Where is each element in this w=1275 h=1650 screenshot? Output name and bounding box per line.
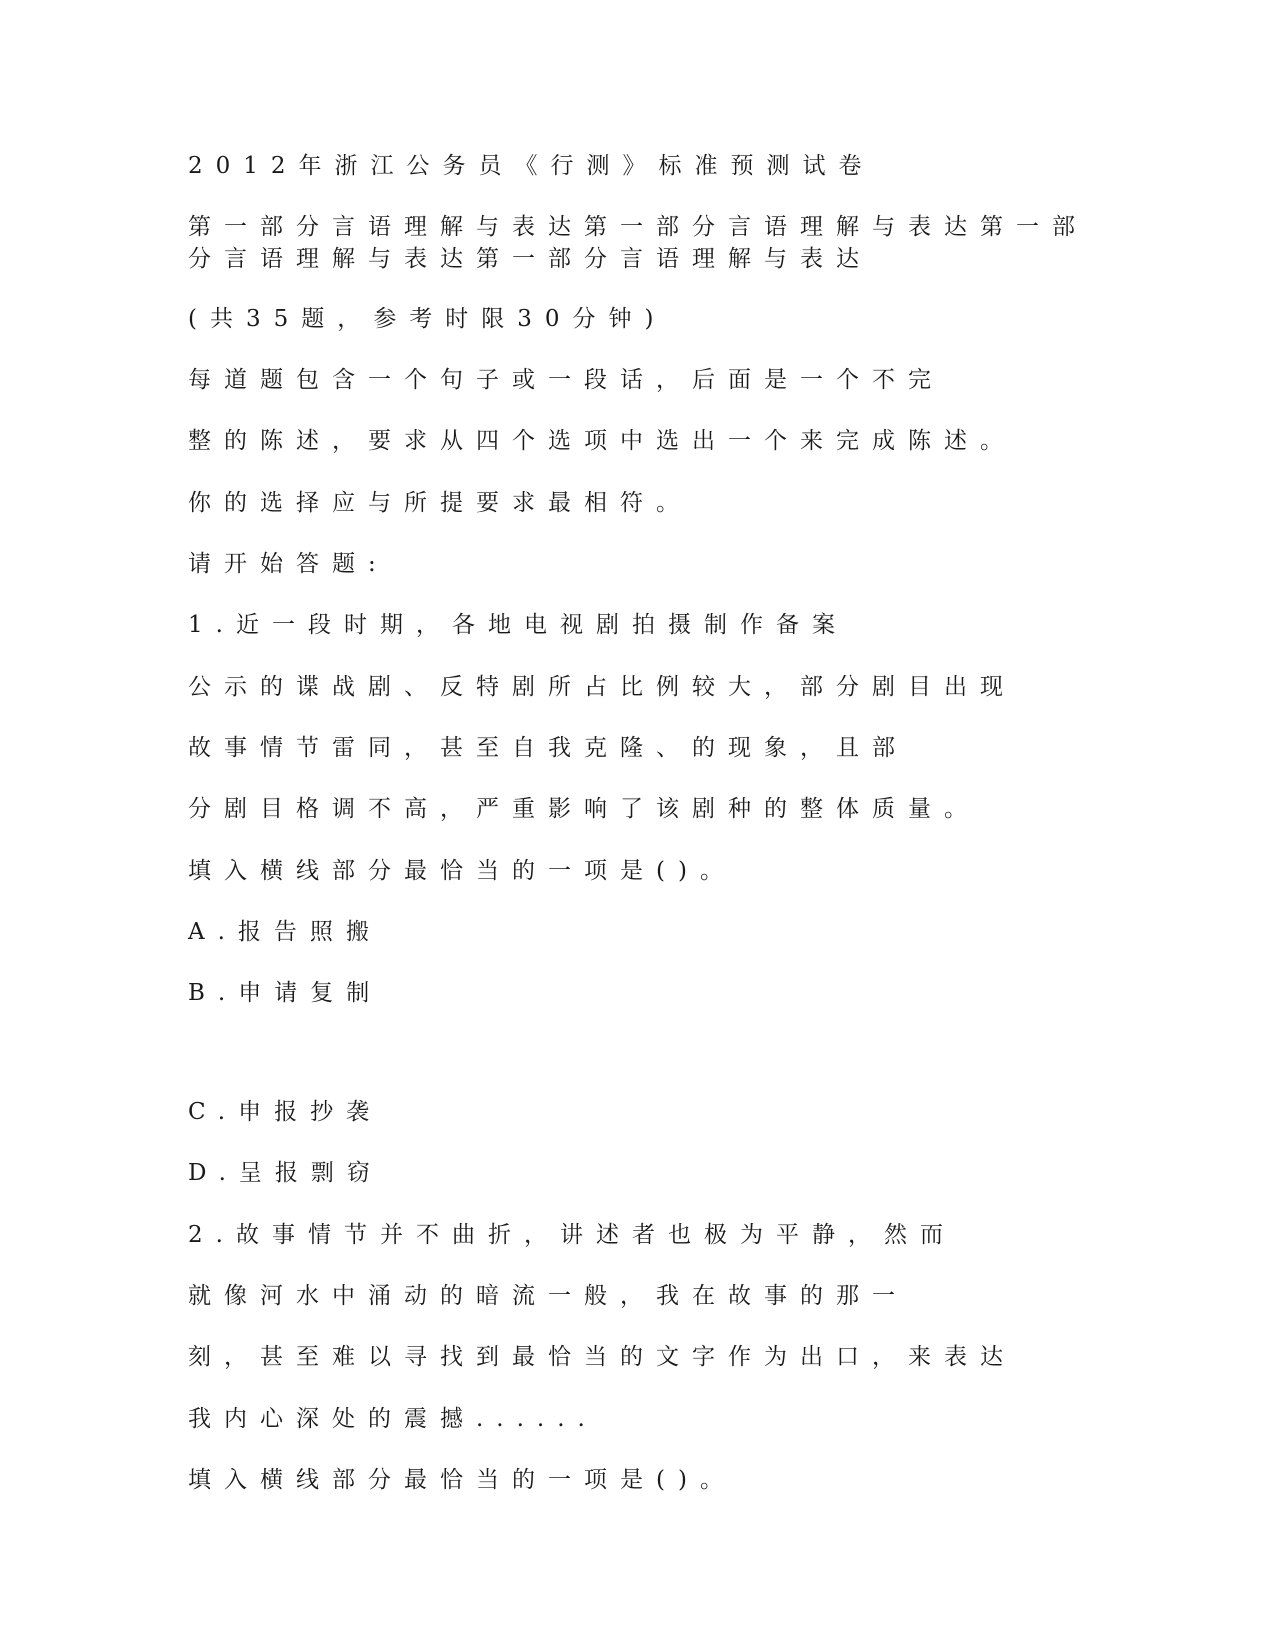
question-count: (共35题，参考时限30分钟) <box>188 306 667 332</box>
section-heading: 第一部分言语理解与表达第一部分言语理解与表达第一部分言语理解与表达第一部分言语理解与表达 <box>188 214 1088 272</box>
question-1-option-b: B.申请复制 <box>188 980 383 1006</box>
instruction-line: 整的陈述，要求从四个选项中选出一个来完成陈述。 <box>188 428 1016 454</box>
question-1-option-d: D.呈报剽窃 <box>188 1160 383 1186</box>
instruction-line: 每道题包含一个句子或一段话，后面是一个不完 <box>188 367 944 393</box>
instruction-line: 你的选择应与所提要求最相符。 <box>188 490 692 516</box>
question-1-line: 1.近一段时期，各地电视剧拍摄制作备案 <box>188 612 848 638</box>
document-title: 2012年浙江公务员《行测》标准预测试卷 <box>188 153 875 179</box>
question-2-line: 2.故事情节并不曲折，讲述者也极为平静，然而 <box>188 1222 956 1248</box>
question-1-line: 分剧目格调不高，严重影响了该剧种的整体质量。 <box>188 796 980 822</box>
question-1-option-c: C.申报抄袭 <box>188 1099 383 1125</box>
start-prompt: 请开始答题: <box>188 551 389 577</box>
question-1-line: 公示的谍战剧、反特剧所占比例较大，部分剧目出现 <box>188 674 1016 700</box>
question-1-line: 故事情节雷同，甚至自我克隆、的现象，且部 <box>188 735 908 761</box>
question-1-prompt: 填入横线部分最恰当的一项是()。 <box>188 858 736 884</box>
question-2-line: 我内心深处的震撼...... <box>188 1406 598 1432</box>
question-2-line: 刻，甚至难以寻找到最恰当的文字作为出口，来表达 <box>188 1344 1016 1370</box>
question-2-line: 就像河水中涌动的暗流一般，我在故事的那一 <box>188 1283 908 1309</box>
question-1-option-a: A.报告照搬 <box>188 919 382 945</box>
question-2-prompt: 填入横线部分最恰当的一项是()。 <box>188 1467 736 1493</box>
